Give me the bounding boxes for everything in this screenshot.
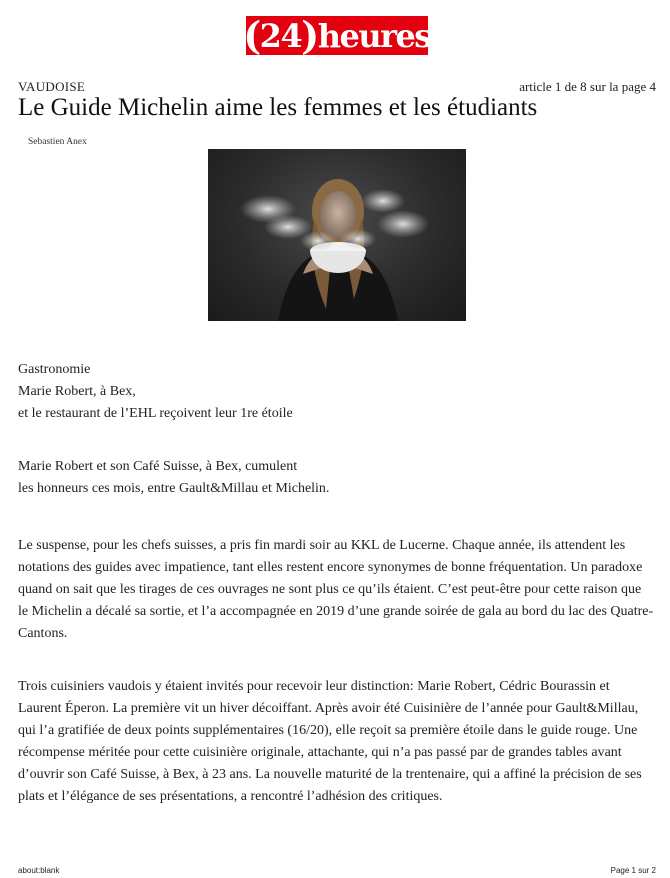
paragraph-text: Le suspense, pour les chefs suisses, a pris fin mardi soir au KKL de Lucerne. Chaque année, ils attendent les notations des guides avec impatience, tant elles restent encore synonymes de bonne fréquentation. Un paradoxe quand on sait que les tirages de ces ouvrages ne sont plus ce qu’ils étaient. C’est peut-être pour cette raison que le Michelin a décalé sa sortie, et l’a accompagnée en 2019 d’une grande soirée de gala au bord du lac des Quatre-Cantons.: [18, 538, 654, 641]
article-title: Le Guide Michelin aime les femmes et les étudiants: [18, 94, 538, 121]
section-label: VAUDOISE: [18, 79, 86, 94]
logo-number: 24: [259, 16, 302, 55]
lead-line: les honneurs ces mois, entre Gault&Millau et Michelin.: [18, 481, 330, 496]
footer-url: about:blank: [18, 866, 60, 875]
article-counter: article 1 de 8 sur la page 4: [519, 79, 656, 94]
lead-block-1: [18, 359, 654, 425]
lead-line: Marie Robert, à Bex,: [18, 384, 136, 399]
logo-close-paren: ): [301, 12, 318, 58]
lead-line: Gastronomie: [18, 362, 91, 377]
body-paragraph-1: [18, 535, 654, 645]
lead-line: et le restaurant de l’EHL reçoivent leur 1re étoile: [18, 406, 293, 421]
chef-with-steaming-bowl-photo: [208, 149, 466, 321]
logo-word: heures: [317, 16, 431, 55]
logo-open-paren: (: [243, 12, 260, 58]
lead-line: Marie Robert et son Café Suisse, à Bex, cumulent: [18, 459, 298, 474]
photo-illustration: [208, 149, 466, 321]
newspaper-logo: [243, 12, 431, 58]
footer-page-number: Page 1 sur 2: [610, 866, 656, 875]
paragraph-text: Trois cuisiniers vaudois y étaient invités pour recevoir leur distinction: Marie Robert, Cédric Bourassin et Laurent Éperon. La première vit un hiver décoiffant. Après avoir été Cuisinière de l’année pour Gault&Millau, qui l’a gratifiée de deux points supplémentaires (16/20), elle reçoit sa première étoile dans le guide rouge. Une récompense méritée pour cette cuisinière originale, attachante, qui n’a pas passé par de grandes tables avant d’ouvrir son Café Suisse, à Bex, à 23 ans. La nouvelle maturité de la trentenaire, qui a affiné la précision de ses plats et l’élégance de ses présentations, a rencontré l’adhésion des critiques.: [18, 679, 642, 804]
article-author: Sebastien Anex: [28, 137, 87, 147]
lead-block-2: [18, 456, 654, 500]
body-paragraph-2: [18, 676, 654, 808]
